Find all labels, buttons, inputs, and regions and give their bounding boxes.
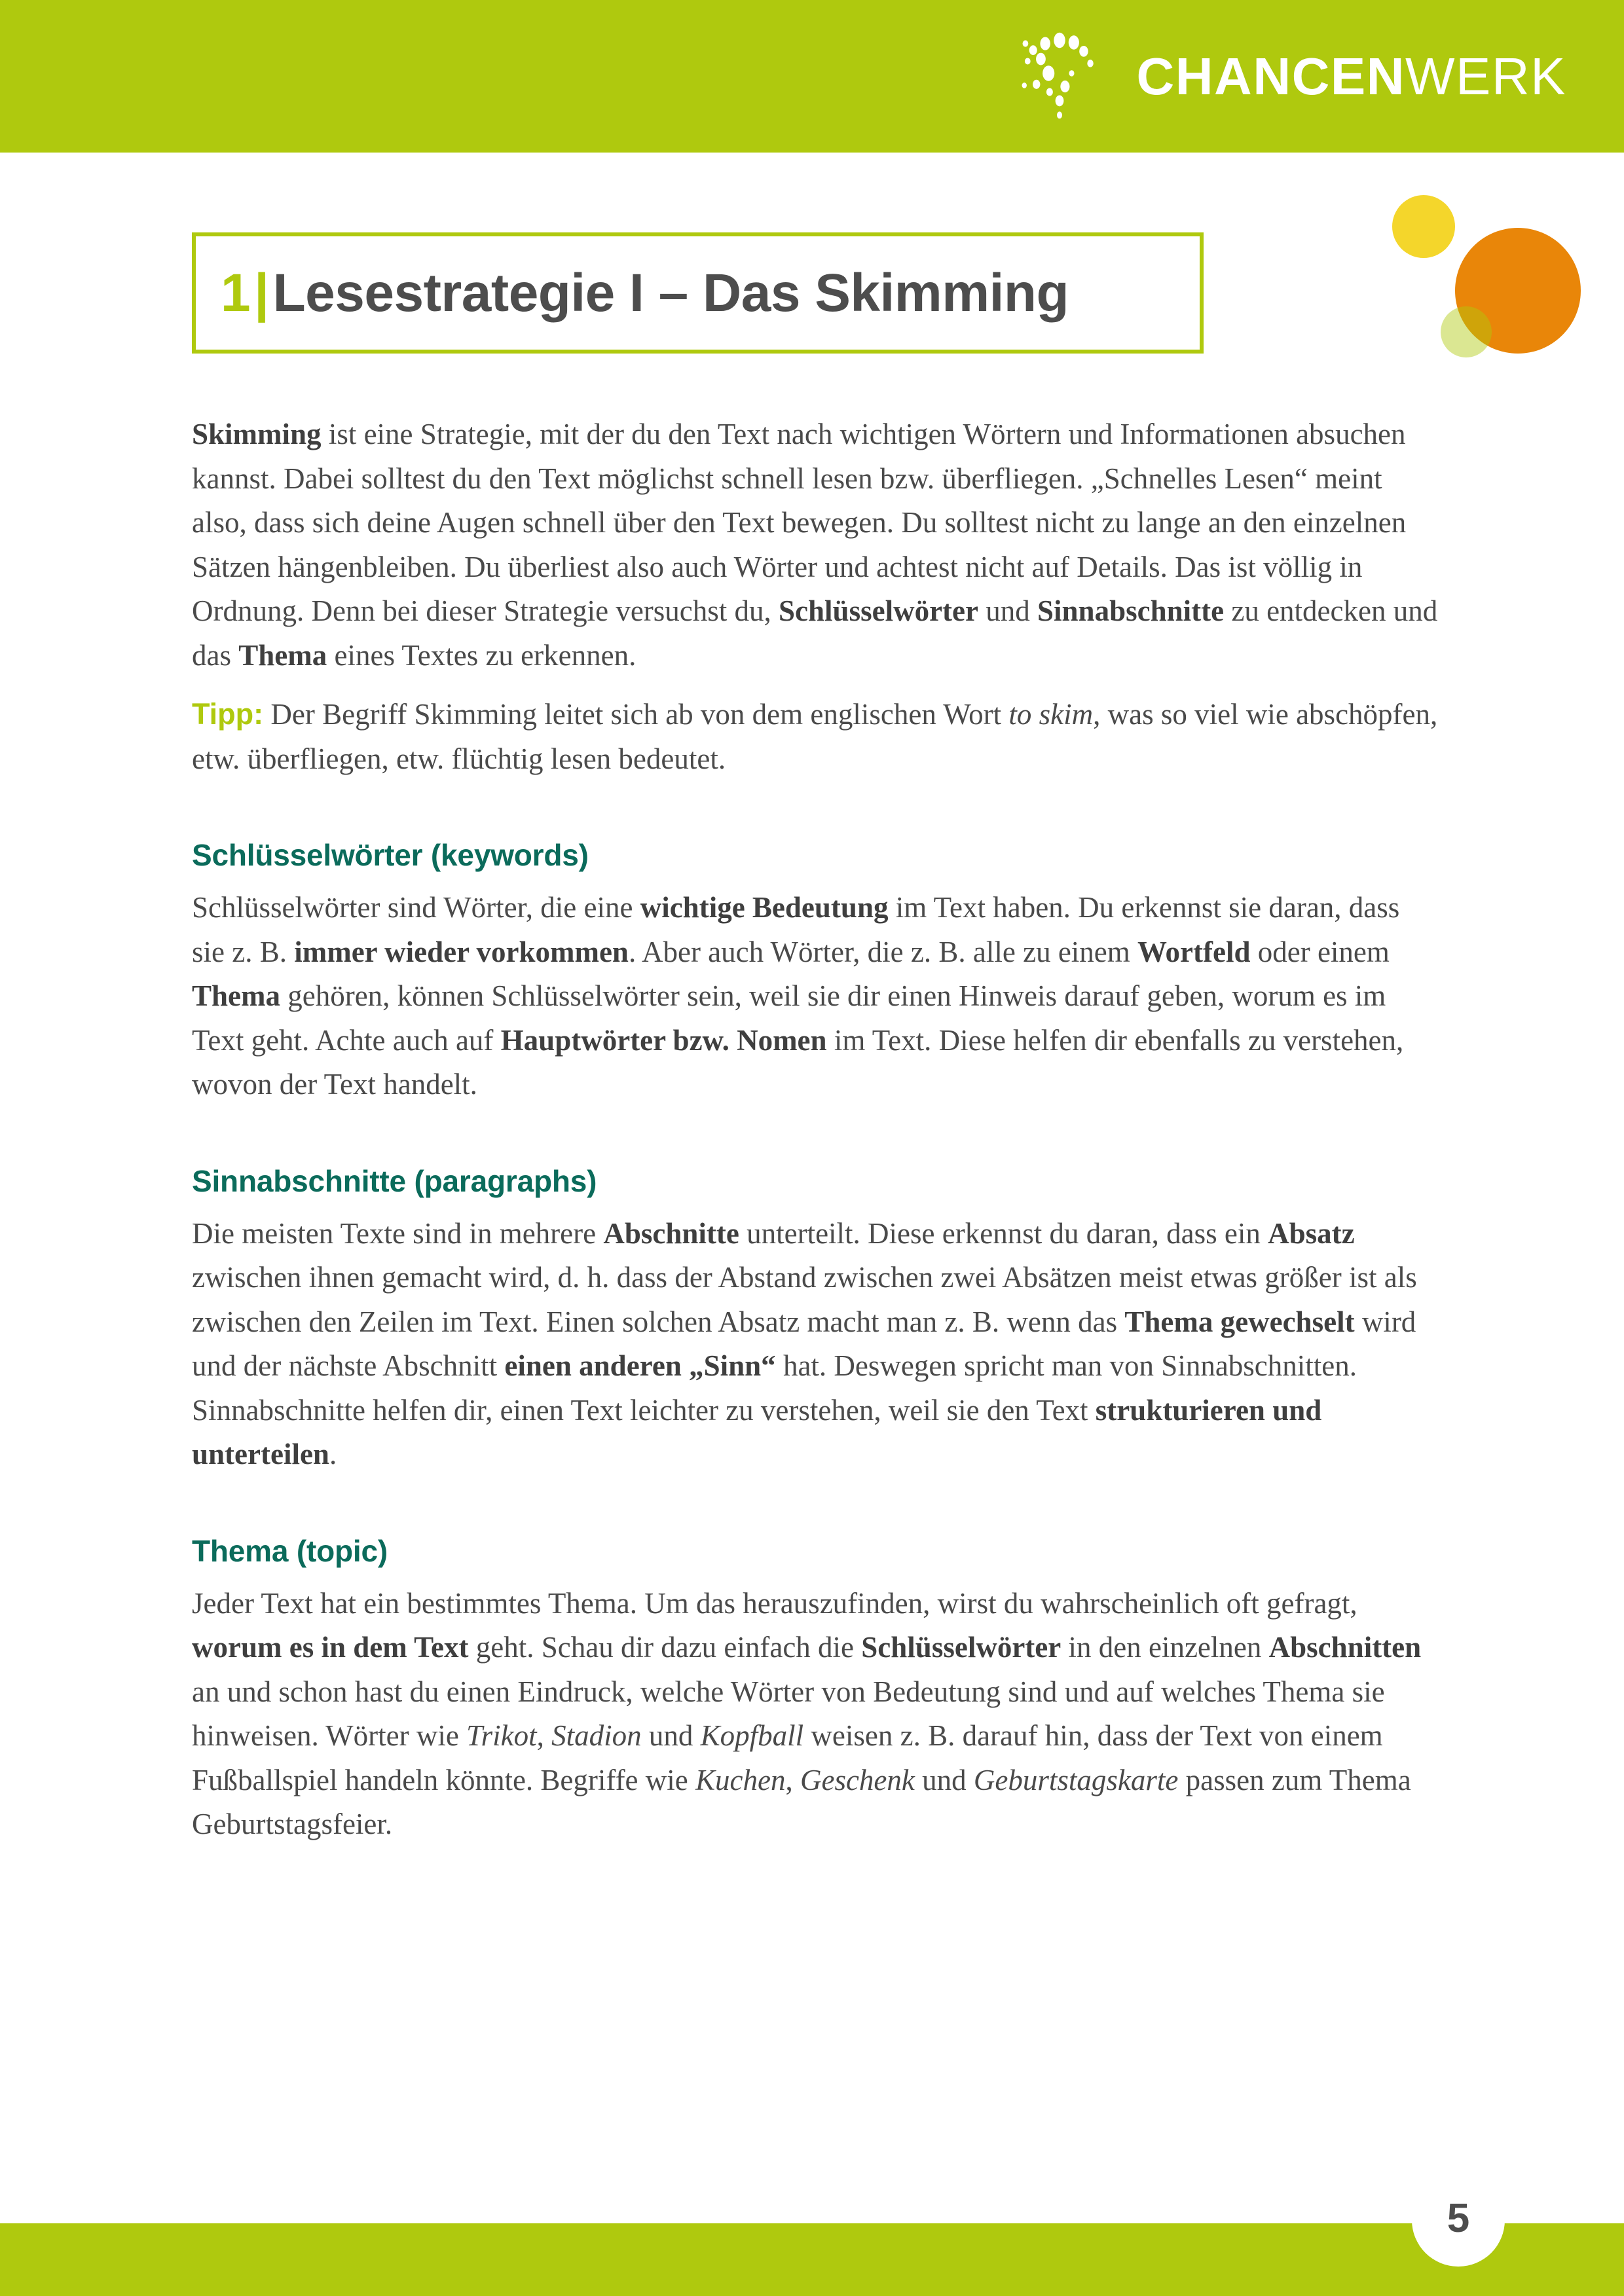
section-paragraph-topic bbox=[192, 1582, 1439, 1847]
tip-part2: , was so viel wie abschöpfen, etw. überfliegen, etw. flüchtig lesen bedeutet. bbox=[192, 698, 1438, 775]
intro-part3: zu entdecken und das bbox=[192, 594, 1438, 672]
s2-b2: Absatz bbox=[1268, 1216, 1355, 1250]
s3-b1: worum es in dem Text bbox=[192, 1631, 469, 1664]
s3-i1: Trikot bbox=[466, 1719, 537, 1752]
s3-p1: Jeder Text hat ein bestimmtes Thema. Um das herauszufinden, wirst du wahrscheinlich oft gefragt, bbox=[192, 1586, 1357, 1620]
s3-b2: Schlüsselwörter bbox=[861, 1631, 1061, 1664]
section-paragraph-keywords bbox=[192, 886, 1439, 1107]
intro-bold-keywords: Schlüsselwörter bbox=[779, 594, 978, 627]
section-heading-paragraphs: Sinnabschnitte (paragraphs) bbox=[192, 1163, 597, 1198]
page-number-badge bbox=[1412, 2174, 1505, 2267]
spacer-section-2 bbox=[192, 1107, 1439, 1163]
s3-i2: Stadion bbox=[551, 1719, 642, 1752]
s1-p4: oder einem bbox=[1250, 935, 1390, 968]
intro-paragraph bbox=[192, 412, 1439, 678]
intro-bold-topic: Thema bbox=[238, 638, 327, 672]
footer-bar bbox=[0, 2223, 1624, 2296]
page-title-box bbox=[192, 232, 1204, 354]
s3-i5: Geschenk bbox=[800, 1763, 915, 1796]
spacer-heading-3 bbox=[192, 1569, 1439, 1582]
s2-p5: hat. Deswegen spricht man von Sinnabschnitten. Sinnabschnitte helfen dir, einen Text leichter zu verstehen, weil sie den Text bbox=[192, 1349, 1357, 1427]
spacer-heading-1 bbox=[192, 873, 1439, 886]
brand-logo bbox=[1005, 21, 1567, 132]
spacer-heading-2 bbox=[192, 1199, 1439, 1212]
intro-part2: und bbox=[978, 594, 1037, 627]
s2-p3: zwischen ihnen gemacht wird, d. h. dass der Abstand zwischen zwei Absätzen meist etwas größer ist als zwischen den Zeilen im Text. Einen solchen Absatz macht man z. B. wenn das bbox=[192, 1261, 1417, 1338]
s2-b3: Thema gewechselt bbox=[1124, 1305, 1355, 1338]
s1-p5: gehören, können Schlüsselwörter sein, weil sie dir einen Hinweis darauf geben, worum es im Text geht. Achte auch auf bbox=[192, 979, 1386, 1057]
s3-p5: , bbox=[536, 1719, 552, 1752]
page-title bbox=[196, 263, 1069, 323]
intro-part1: ist eine Strategie, mit der du den Text nach wichtigen Wörtern und Informationen absuchen kannst. Dabei solltest du den Text möglichst schnell lesen bzw. überfliegen. „Schnelles Lesen“ meint also, dass sich deine Augen schnell über den Text bewegen. Du solltest nicht zu lange an den einzelnen Sätzen hängenbleiben. Du überliest also auch Wörter und achtest nicht auf Details. Das ist völlig in Ordnung. Denn bei dieser Strategie versuchst du, bbox=[192, 418, 1407, 627]
intro-part4: eines Textes zu erkennen. bbox=[327, 638, 637, 672]
s3-p4: an und schon hast du einen Eindruck, welche Wörter von Bedeutung sind und auf welches Thema sie hinweisen. Wörter wie bbox=[192, 1675, 1385, 1752]
header-bar bbox=[0, 0, 1624, 153]
section-paragraph-paragraphs bbox=[192, 1212, 1439, 1477]
s3-i6: Geburtstagskarte bbox=[973, 1763, 1179, 1796]
s3-p2: geht. Schau dir dazu einfach die bbox=[468, 1631, 862, 1664]
brand-wordmark-strong: CHANCEN bbox=[1136, 47, 1405, 105]
s1-b4: Thema bbox=[192, 979, 280, 1012]
s3-p7: weisen z. B. darauf hin, dass der Text von einem Fußballspiel handeln könnte. Begriffe wie bbox=[192, 1719, 1383, 1796]
tip-paragraph bbox=[192, 692, 1439, 781]
tip-part1: Der Begriff Skimming leitet sich ab von dem englischen Wort bbox=[263, 698, 1009, 731]
s2-b5: strukturieren und unterteilen bbox=[192, 1393, 1322, 1470]
s1-p2: im Text haben. Du erkennst sie daran, dass sie z. B. bbox=[192, 891, 1400, 968]
s2-b1: Abschnitte bbox=[603, 1216, 739, 1250]
s3-i3: Kopfball bbox=[700, 1719, 804, 1752]
page-title-separator: | bbox=[254, 263, 269, 323]
s3-p8: , bbox=[785, 1763, 800, 1796]
s3-i4: Kuchen bbox=[695, 1763, 786, 1796]
s1-b5: Hauptwörter bzw. Nomen bbox=[500, 1023, 827, 1057]
s1-p3: . Aber auch Wörter, die z. B. alle zu einem bbox=[628, 935, 1138, 968]
decorative-circle-green bbox=[1441, 306, 1492, 357]
intro-bold-paragraphs: Sinnabschnitte bbox=[1037, 594, 1225, 627]
s1-p1: Schlüsselwörter sind Wörter, die eine bbox=[192, 891, 640, 924]
s3-p10: passen zum Thema Geburtstagsfeier. bbox=[192, 1763, 1411, 1840]
content-area bbox=[192, 412, 1439, 1847]
s2-p1: Die meisten Texte sind in mehrere bbox=[192, 1216, 604, 1250]
spacer-tip bbox=[192, 678, 1439, 692]
spacer-section-1 bbox=[192, 781, 1439, 837]
page-number: 5 bbox=[1447, 2196, 1470, 2241]
decorative-circle-yellow bbox=[1392, 195, 1455, 258]
s3-p9: und bbox=[914, 1763, 974, 1796]
s2-p4: wird und der nächste Abschnitt bbox=[192, 1305, 1416, 1382]
s2-p6: . bbox=[329, 1438, 337, 1470]
dotted-spiral-icon bbox=[1005, 22, 1115, 132]
section-heading-topic: Thema (topic) bbox=[192, 1533, 388, 1568]
s1-p6: im Text. Diese helfen dir ebenfalls zu verstehen, wovon der Text handelt. bbox=[192, 1023, 1404, 1101]
section-heading-keywords: Schlüsselwörter (keywords) bbox=[192, 838, 589, 872]
s3-b3: Abschnitten bbox=[1268, 1631, 1422, 1664]
s1-b2: immer wieder vorkommen bbox=[294, 935, 629, 968]
s2-p2: unterteilt. Diese erkennst du daran, dass ein bbox=[739, 1216, 1268, 1250]
page-title-label: Lesestrategie I – Das Skimming bbox=[272, 263, 1069, 323]
s3-p3: in den einzelnen bbox=[1061, 1631, 1269, 1664]
brand-wordmark-light: WERK bbox=[1405, 47, 1566, 105]
spacer-section-3 bbox=[192, 1477, 1439, 1533]
s1-b1: wichtige Bedeutung bbox=[640, 891, 889, 924]
page-title-number: 1 bbox=[221, 263, 251, 323]
s3-p6: und bbox=[641, 1719, 701, 1752]
intro-lead-bold: Skimming bbox=[192, 418, 322, 450]
brand-wordmark bbox=[1136, 47, 1567, 105]
tip-label: Tipp: bbox=[192, 697, 264, 731]
tip-italic-to-skim: to skim bbox=[1008, 698, 1094, 731]
s1-b3: Wortfeld bbox=[1137, 935, 1251, 968]
s2-b4: einen anderen „Sinn“ bbox=[504, 1349, 776, 1382]
